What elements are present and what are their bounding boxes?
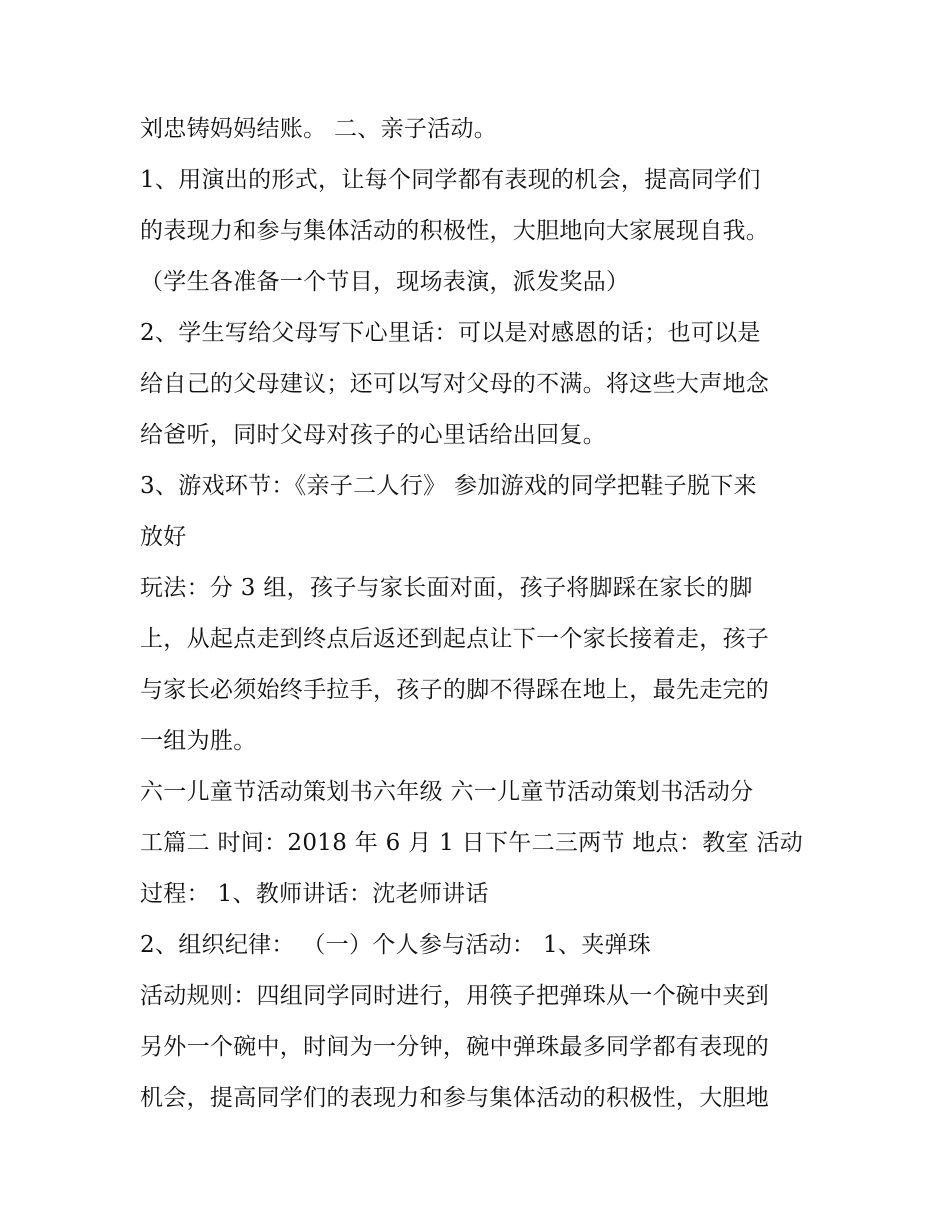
text-line: 工篇二 时间：2018 年 6 月 1 日下午二三两节 地点：教室 活动 bbox=[140, 830, 804, 856]
text-line: 2、学生写给父母写下心里话：可以是对感恩的话；也可以是 bbox=[140, 320, 761, 346]
text-line: 一组为胜。 bbox=[140, 728, 257, 754]
text-line: 的表现力和参与集体活动的积极性，大胆地向大家展现自我。 bbox=[140, 218, 770, 244]
text-line: （学生各准备一个节目，现场表演，派发奖品） bbox=[140, 269, 630, 295]
text-line: 刘忠铸妈妈结账。 二、亲子活动。 bbox=[140, 116, 498, 142]
text-line: 3、游戏环节：《亲子二人行》 参加游戏的同学把鞋子脱下来 bbox=[140, 473, 757, 499]
text-line: 机会，提高同学们的表现力和参与集体活动的积极性，大胆地 bbox=[140, 1085, 770, 1111]
text-line: 放好 bbox=[140, 524, 187, 550]
text-line: 另外一个碗中，时间为一分钟，碗中弹珠最多同学都有表现的 bbox=[140, 1034, 770, 1060]
text-line: 1、用演出的形式，让每个同学都有表现的机会，提高同学们 bbox=[140, 167, 761, 193]
text-line: 六一儿童节活动策划书六年级 六一儿童节活动策划书活动分 bbox=[140, 779, 754, 805]
text-line: 过程： 1、教师讲话：沈老师讲话 bbox=[140, 881, 489, 907]
document-body bbox=[140, 104, 820, 1124]
text-line: 活动规则：四组同学同时进行，用筷子把弹珠从一个碗中夹到 bbox=[140, 983, 770, 1009]
text-line: 与家长必须始终手拉手，孩子的脚不得踩在地上，最先走完的 bbox=[140, 677, 770, 703]
text-line: 上，从起点走到终点后返还到起点让下一个家长接着走，孩子 bbox=[140, 626, 770, 652]
text-line: 2、组织纪律： （一）个人参与活动： 1、夹弹珠 bbox=[140, 932, 652, 958]
text-line: 给自己的父母建议；还可以写对父母的不满。将这些大声地念 bbox=[140, 371, 770, 397]
text-line: 给爸听，同时父母对孩子的心里话给出回复。 bbox=[140, 422, 606, 448]
text-line: 玩法：分 3 组，孩子与家长面对面，孩子将脚踩在家长的脚 bbox=[140, 575, 753, 601]
